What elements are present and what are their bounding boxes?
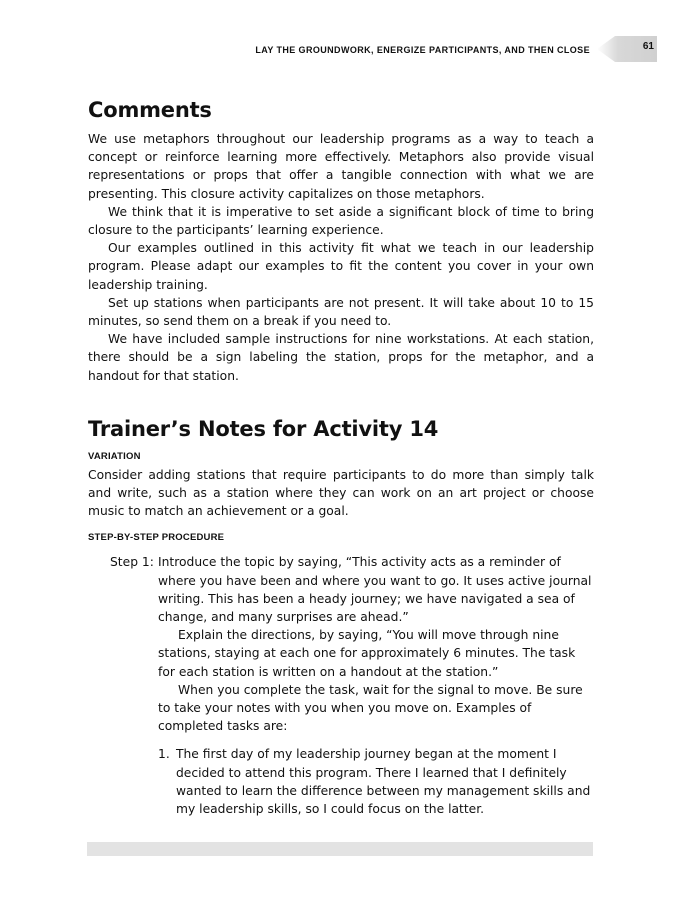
comments-heading: Comments — [88, 98, 212, 122]
comments-paragraph: Set up stations when participants are not present. It will take about 10 to 15 minutes, so send them on a break if you need to. — [88, 295, 594, 329]
variation-label: VARIATION — [88, 450, 141, 462]
comments-body — [88, 130, 594, 385]
procedure-label: STEP-BY-STEP PROCEDURE — [88, 532, 225, 544]
page-number: 61 — [642, 41, 654, 52]
variation-paragraph: Consider adding stations that require participants to do more than simply talk and write, such as a station where they can work on an art project or choose music to match an achievement or a goal. — [88, 467, 594, 519]
step-1-body — [158, 553, 594, 818]
list-item-text: The first day of my leadership journey began at the moment I decided to attend this program. There I learned that I definitely wanted to learn the difference between my management skills and my leadership skills, so I could focus on the latter. — [176, 747, 591, 817]
footer-bar — [87, 842, 593, 856]
comments-paragraph: We use metaphors throughout our leadership programs as a way to teach a concept or reinforce learning more effectively. Metaphors also provide visual representations or props that offer a tangible connection with what we are presenting. This closure activity capitalizes on those metaphors. — [88, 132, 594, 201]
step-1 — [110, 553, 594, 818]
running-title: LAY THE GROUNDWORK, ENERGIZE PARTICIPANTS, AND THEN CLOSE — [255, 45, 590, 55]
step-paragraph: Explain the directions, by saying, “You will move through nine stations, staying at each one for approximately 6 minutes. The task for each station is written on a handout at the station.” — [158, 628, 576, 679]
examples-list — [158, 745, 594, 818]
variation-body — [88, 466, 594, 521]
step-1-label: Step 1: — [110, 555, 154, 570]
step-paragraph: When you complete the task, wait for the signal to move. Be sure to take your notes with you when you move on. Examples of completed tasks are: — [158, 682, 583, 734]
trainers-notes-heading: Trainer’s Notes for Activity 14 — [88, 416, 439, 441]
running-header — [0, 36, 678, 62]
comments-paragraph: Our examples outlined in this activity fit what we teach in our leadership program. Please adapt our examples to fit the content you cover in your own leadership training. — [88, 241, 594, 292]
list-item — [158, 745, 594, 818]
comments-paragraph: We have included sample instructions for nine workstations. At each station, there should be a sign labeling the station, props for the metaphor, and a handout for that station. — [88, 332, 594, 383]
list-item-number: 1. — [158, 747, 170, 762]
page-content — [88, 96, 594, 818]
comments-paragraph: We think that it is imperative to set aside a significant block of time to bring closure to the participants’ learning experience. — [88, 204, 594, 238]
step-paragraph: Introduce the topic by saying, “This activity acts as a reminder of where you have been and where you want to go. It uses active journal writing. This has been a heady journey; we have navigated a sea of change, and many surprises are ahead.” — [158, 555, 592, 625]
